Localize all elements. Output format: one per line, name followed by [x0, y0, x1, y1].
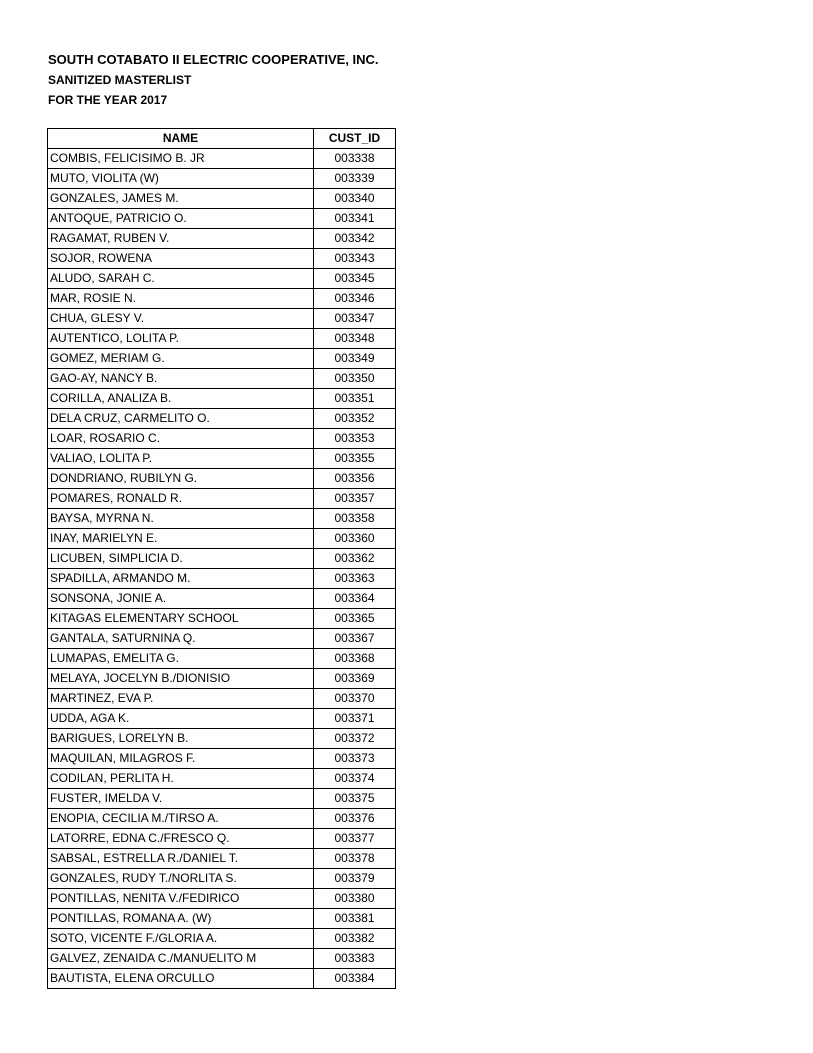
table-row	[48, 489, 396, 509]
customer-id-cell: 003369	[314, 669, 396, 689]
customer-name-cell: SABSAL, ESTRELLA R./DANIEL T.	[48, 849, 314, 869]
table-row	[48, 769, 396, 789]
table-row	[48, 629, 396, 649]
customer-id-cell: 003350	[314, 369, 396, 389]
table-row	[48, 409, 396, 429]
customer-id-cell: 003365	[314, 609, 396, 629]
customer-id-cell: 003352	[314, 409, 396, 429]
customer-name-cell: PONTILLAS, NENITA V./FEDIRICO	[48, 889, 314, 909]
customer-id-cell: 003346	[314, 289, 396, 309]
customer-name-cell: MARTINEZ, EVA P.	[48, 689, 314, 709]
column-header-name: NAME	[48, 129, 314, 149]
customer-name-cell: GONZALES, RUDY T./NORLITA S.	[48, 869, 314, 889]
table-row	[48, 389, 396, 409]
customer-name-cell: PONTILLAS, ROMANA A. (W)	[48, 909, 314, 929]
customer-id-cell: 003343	[314, 249, 396, 269]
customer-name-cell: FUSTER, IMELDA V.	[48, 789, 314, 809]
customer-id-cell: 003353	[314, 429, 396, 449]
customer-name-cell: SONSONA, JONIE A.	[48, 589, 314, 609]
customer-id-cell: 003347	[314, 309, 396, 329]
table-row	[48, 189, 396, 209]
table-row	[48, 689, 396, 709]
customer-name-cell: DELA CRUZ, CARMELITO O.	[48, 409, 314, 429]
customer-name-cell: ANTOQUE, PATRICIO O.	[48, 209, 314, 229]
customer-id-cell: 003370	[314, 689, 396, 709]
table-row	[48, 709, 396, 729]
table-row	[48, 249, 396, 269]
customer-name-cell: CODILAN, PERLITA H.	[48, 769, 314, 789]
customer-id-cell: 003379	[314, 869, 396, 889]
column-header-cust-id: CUST_ID	[314, 129, 396, 149]
customer-name-cell: VALIAO, LOLITA P.	[48, 449, 314, 469]
table-row	[48, 229, 396, 249]
table-row	[48, 669, 396, 689]
table-row	[48, 589, 396, 609]
customer-name-cell: COMBIS, FELICISIMO B. JR	[48, 149, 314, 169]
masterlist-table	[47, 128, 396, 989]
customer-id-cell: 003382	[314, 929, 396, 949]
table-body	[48, 149, 396, 989]
customer-name-cell: GAO-AY, NANCY B.	[48, 369, 314, 389]
customer-name-cell: ALUDO, SARAH C.	[48, 269, 314, 289]
customer-id-cell: 003374	[314, 769, 396, 789]
table-row	[48, 329, 396, 349]
customer-id-cell: 003373	[314, 749, 396, 769]
table-row	[48, 789, 396, 809]
customer-name-cell: BAUTISTA, ELENA ORCULLO	[48, 969, 314, 989]
customer-id-cell: 003339	[314, 169, 396, 189]
year-line: FOR THE YEAR 2017	[48, 93, 168, 107]
table-row	[48, 729, 396, 749]
customer-id-cell: 003342	[314, 229, 396, 249]
table-row	[48, 749, 396, 769]
table-row	[48, 849, 396, 869]
table-row	[48, 349, 396, 369]
customer-id-cell: 003358	[314, 509, 396, 529]
table-row	[48, 289, 396, 309]
customer-id-cell: 003362	[314, 549, 396, 569]
table-row	[48, 889, 396, 909]
customer-name-cell: BAYSA, MYRNA N.	[48, 509, 314, 529]
customer-name-cell: SOTO, VICENTE F./GLORIA A.	[48, 929, 314, 949]
table-row	[48, 829, 396, 849]
customer-name-cell: GOMEZ, MERIAM G.	[48, 349, 314, 369]
table-row	[48, 869, 396, 889]
customer-id-cell: 003378	[314, 849, 396, 869]
customer-id-cell: 003383	[314, 949, 396, 969]
company-title: SOUTH COTABATO II ELECTRIC COOPERATIVE, INC.	[48, 52, 379, 67]
table-row	[48, 809, 396, 829]
customer-name-cell: MUTO, VIOLITA (W)	[48, 169, 314, 189]
customer-id-cell: 003377	[314, 829, 396, 849]
table-row	[48, 929, 396, 949]
customer-name-cell: SPADILLA, ARMANDO M.	[48, 569, 314, 589]
table-row	[48, 269, 396, 289]
table-row	[48, 569, 396, 589]
customer-id-cell: 003357	[314, 489, 396, 509]
customer-id-cell: 003364	[314, 589, 396, 609]
customer-name-cell: LUMAPAS, EMELITA G.	[48, 649, 314, 669]
customer-name-cell: LATORRE, EDNA C./FRESCO Q.	[48, 829, 314, 849]
customer-name-cell: GANTALA, SATURNINA Q.	[48, 629, 314, 649]
customer-id-cell: 003376	[314, 809, 396, 829]
customer-id-cell: 003355	[314, 449, 396, 469]
customer-id-cell: 003363	[314, 569, 396, 589]
customer-name-cell: INAY, MARIELYN E.	[48, 529, 314, 549]
customer-name-cell: SOJOR, ROWENA	[48, 249, 314, 269]
customer-name-cell: BARIGUES, LORELYN B.	[48, 729, 314, 749]
customer-name-cell: UDDA, AGA K.	[48, 709, 314, 729]
customer-id-cell: 003341	[314, 209, 396, 229]
table-row	[48, 949, 396, 969]
table-row	[48, 149, 396, 169]
table-row	[48, 509, 396, 529]
customer-id-cell: 003345	[314, 269, 396, 289]
customer-id-cell: 003360	[314, 529, 396, 549]
table-row	[48, 309, 396, 329]
customer-id-cell: 003372	[314, 729, 396, 749]
table-row	[48, 649, 396, 669]
table-row	[48, 909, 396, 929]
customer-id-cell: 003349	[314, 349, 396, 369]
customer-name-cell: GONZALES, JAMES M.	[48, 189, 314, 209]
customer-name-cell: RAGAMAT, RUBEN V.	[48, 229, 314, 249]
customer-id-cell: 003367	[314, 629, 396, 649]
customer-id-cell: 003381	[314, 909, 396, 929]
customer-name-cell: CORILLA, ANALIZA B.	[48, 389, 314, 409]
customer-id-cell: 003338	[314, 149, 396, 169]
customer-name-cell: LOAR, ROSARIO C.	[48, 429, 314, 449]
customer-id-cell: 003348	[314, 329, 396, 349]
customer-name-cell: AUTENTICO, LOLITA P.	[48, 329, 314, 349]
customer-name-cell: POMARES, RONALD R.	[48, 489, 314, 509]
document-subtitle: SANITIZED MASTERLIST	[48, 73, 192, 87]
customer-name-cell: ENOPIA, CECILIA M./TIRSO A.	[48, 809, 314, 829]
customer-id-cell: 003380	[314, 889, 396, 909]
customer-id-cell: 003368	[314, 649, 396, 669]
customer-name-cell: MAR, ROSIE N.	[48, 289, 314, 309]
customer-name-cell: GALVEZ, ZENAIDA C./MANUELITO M	[48, 949, 314, 969]
document-header	[48, 50, 379, 110]
customer-name-cell: LICUBEN, SIMPLICIA D.	[48, 549, 314, 569]
table-row	[48, 429, 396, 449]
table-row	[48, 369, 396, 389]
customer-id-cell: 003351	[314, 389, 396, 409]
table-row	[48, 969, 396, 989]
customer-name-cell: DONDRIANO, RUBILYN G.	[48, 469, 314, 489]
customer-id-cell: 003384	[314, 969, 396, 989]
customer-name-cell: MAQUILAN, MILAGROS F.	[48, 749, 314, 769]
table-row	[48, 469, 396, 489]
customer-id-cell: 003375	[314, 789, 396, 809]
table-row	[48, 209, 396, 229]
table-header-row	[48, 129, 396, 149]
customer-name-cell: CHUA, GLESY V.	[48, 309, 314, 329]
table-row	[48, 169, 396, 189]
customer-id-cell: 003356	[314, 469, 396, 489]
customer-name-cell: MELAYA, JOCELYN B./DIONISIO	[48, 669, 314, 689]
customer-id-cell: 003340	[314, 189, 396, 209]
customer-id-cell: 003371	[314, 709, 396, 729]
table-row	[48, 609, 396, 629]
customer-name-cell: KITAGAS ELEMENTARY SCHOOL	[48, 609, 314, 629]
table-row	[48, 529, 396, 549]
table-row	[48, 449, 396, 469]
table-row	[48, 549, 396, 569]
